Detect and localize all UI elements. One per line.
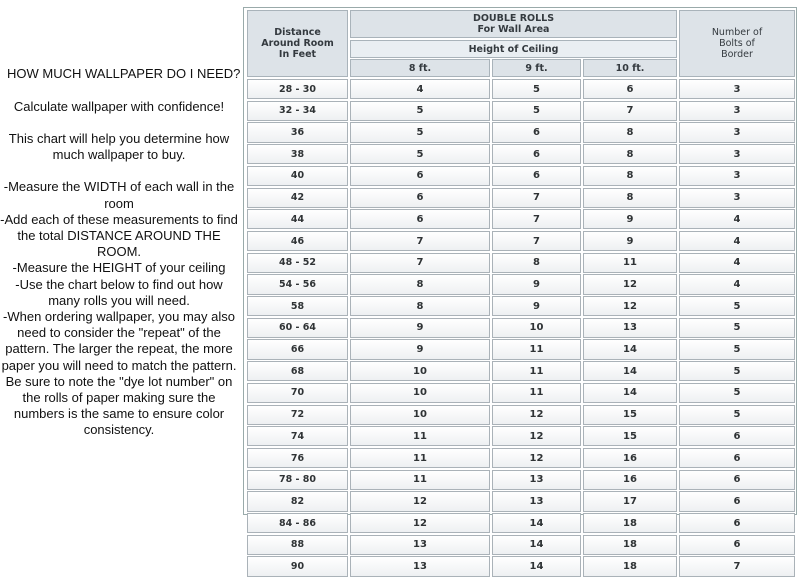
step-4: -Use the chart below to find out how many rolls you will need. [15, 276, 223, 308]
rolls-9ft-cell: 13 [492, 491, 581, 511]
subtitle: Calculate wallpaper with confidence! [13, 99, 225, 114]
rolls-9ft-cell: 11 [492, 339, 581, 359]
rolls-8ft-cell: 13 [350, 556, 490, 576]
rolls-8ft-cell: 12 [350, 491, 490, 511]
distance-cell: 54 - 56 [247, 274, 348, 294]
rolls-8ft-cell: 5 [350, 144, 490, 164]
rolls-8ft-cell: 10 [350, 361, 490, 381]
distance-cell: 32 - 34 [247, 101, 348, 121]
rolls-9ft-cell: 11 [492, 383, 581, 403]
border-bolts-cell: 3 [679, 188, 795, 208]
border-bolts-cell: 3 [679, 166, 795, 186]
rolls-10ft-cell: 9 [583, 209, 677, 229]
instructions-panel [0, 0, 243, 522]
border-bolts-cell: 4 [679, 253, 795, 273]
rolls-9ft-cell: 10 [492, 318, 581, 338]
border-bolts-cell: 5 [679, 361, 795, 381]
distance-cell: 84 - 86 [247, 513, 348, 533]
distance-cell: 44 [247, 209, 348, 229]
rolls-9ft-cell: 7 [492, 209, 581, 229]
header-height-10ft: 10 ft. [583, 59, 677, 77]
border-bolts-cell: 6 [679, 470, 795, 490]
header-distance: Distance Around Room In Feet [247, 10, 348, 77]
rolls-9ft-cell: 8 [492, 253, 581, 273]
rolls-8ft-cell: 9 [350, 339, 490, 359]
rolls-10ft-cell: 11 [583, 253, 677, 273]
border-bolts-cell: 6 [679, 448, 795, 468]
rolls-10ft-cell: 14 [583, 361, 677, 381]
rolls-10ft-cell: 8 [583, 188, 677, 208]
border-bolts-cell: 5 [679, 296, 795, 316]
page-title: HOW MUCH WALLPAPER DO I NEED? [7, 66, 241, 81]
border-bolts-cell: 3 [679, 122, 795, 142]
border-bolts-cell: 5 [679, 318, 795, 338]
rolls-8ft-cell: 6 [350, 209, 490, 229]
rolls-8ft-cell: 10 [350, 383, 490, 403]
rolls-9ft-cell: 6 [492, 122, 581, 142]
header-double-rolls: DOUBLE ROLLS For Wall Area [350, 10, 677, 38]
rolls-8ft-cell: 12 [350, 513, 490, 533]
distance-cell: 78 - 80 [247, 470, 348, 490]
border-bolts-cell: 7 [679, 556, 795, 576]
rolls-9ft-cell: 6 [492, 144, 581, 164]
rolls-9ft-cell: 12 [492, 405, 581, 425]
rolls-9ft-cell: 9 [492, 296, 581, 316]
rolls-10ft-cell: 8 [583, 144, 677, 164]
border-bolts-cell: 3 [679, 144, 795, 164]
rolls-10ft-cell: 16 [583, 448, 677, 468]
border-bolts-cell: 5 [679, 383, 795, 403]
rolls-10ft-cell: 14 [583, 339, 677, 359]
rolls-9ft-cell: 5 [492, 79, 581, 99]
rolls-10ft-cell: 12 [583, 296, 677, 316]
rolls-10ft-cell: 8 [583, 166, 677, 186]
step-3: -Measure the HEIGHT of your ceiling [12, 260, 226, 276]
border-bolts-cell: 6 [679, 535, 795, 555]
rolls-10ft-cell: 14 [583, 383, 677, 403]
rolls-10ft-cell: 18 [583, 513, 677, 533]
distance-cell: 88 [247, 535, 348, 555]
step-2: -Add each of these measurements to find the total DISTANCE AROUND THE ROOM. [0, 211, 238, 260]
header-border-bolts: Number of Bolts of Border [679, 10, 795, 77]
rolls-8ft-cell: 11 [350, 448, 490, 468]
rolls-9ft-cell: 12 [492, 448, 581, 468]
distance-cell: 48 - 52 [247, 253, 348, 273]
border-bolts-cell: 6 [679, 513, 795, 533]
rolls-8ft-cell: 8 [350, 274, 490, 294]
border-bolts-cell: 6 [679, 491, 795, 511]
distance-cell: 60 - 64 [247, 318, 348, 338]
distance-cell: 74 [247, 426, 348, 446]
distance-cell: 28 - 30 [247, 79, 348, 99]
rolls-9ft-cell: 9 [492, 274, 581, 294]
distance-cell: 72 [247, 405, 348, 425]
distance-cell: 90 [247, 556, 348, 576]
rolls-9ft-cell: 14 [492, 535, 581, 555]
rolls-10ft-cell: 9 [583, 231, 677, 251]
distance-cell: 42 [247, 188, 348, 208]
rolls-8ft-cell: 7 [350, 231, 490, 251]
distance-cell: 36 [247, 122, 348, 142]
rolls-9ft-cell: 7 [492, 231, 581, 251]
rolls-10ft-cell: 6 [583, 79, 677, 99]
rolls-8ft-cell: 11 [350, 426, 490, 446]
rolls-10ft-cell: 7 [583, 101, 677, 121]
header-height-8ft: 8 ft. [350, 59, 490, 77]
header-height-of-ceiling: Height of Ceiling [350, 40, 677, 58]
rolls-8ft-cell: 13 [350, 535, 490, 555]
border-bolts-cell: 4 [679, 209, 795, 229]
rolls-9ft-cell: 5 [492, 101, 581, 121]
rolls-10ft-cell: 13 [583, 318, 677, 338]
step-1: -Measure the WIDTH of each wall in the room [3, 179, 235, 211]
rolls-10ft-cell: 15 [583, 426, 677, 446]
distance-cell: 46 [247, 231, 348, 251]
rolls-9ft-cell: 14 [492, 513, 581, 533]
rolls-8ft-cell: 6 [350, 188, 490, 208]
rolls-8ft-cell: 5 [350, 122, 490, 142]
intro-text: This chart will help you determine how much wallpaper to buy. [8, 131, 230, 163]
distance-cell: 38 [247, 144, 348, 164]
distance-cell: 68 [247, 361, 348, 381]
rolls-8ft-cell: 10 [350, 405, 490, 425]
border-bolts-cell: 5 [679, 339, 795, 359]
rolls-10ft-cell: 16 [583, 470, 677, 490]
distance-cell: 58 [247, 296, 348, 316]
instructions-body [0, 131, 238, 439]
rolls-9ft-cell: 14 [492, 556, 581, 576]
border-bolts-cell: 6 [679, 426, 795, 446]
rolls-9ft-cell: 7 [492, 188, 581, 208]
rolls-8ft-cell: 7 [350, 253, 490, 273]
rolls-10ft-cell: 18 [583, 535, 677, 555]
rolls-8ft-cell: 8 [350, 296, 490, 316]
rolls-8ft-cell: 4 [350, 79, 490, 99]
rolls-8ft-cell: 5 [350, 101, 490, 121]
border-bolts-cell: 4 [679, 274, 795, 294]
rolls-10ft-cell: 18 [583, 556, 677, 576]
distance-cell: 82 [247, 491, 348, 511]
rolls-9ft-cell: 12 [492, 426, 581, 446]
border-bolts-cell: 3 [679, 79, 795, 99]
header-height-9ft: 9 ft. [492, 59, 581, 77]
step-5: -When ordering wallpaper, you may also need to consider the "repeat" of the pattern. The larger the repeat, the more paper you will need to match the pattern. Be sure to note the "dye lot number" on the rolls of paper making sure the numbers is the same to ensure color consistency. [1, 309, 237, 438]
distance-cell: 40 [247, 166, 348, 186]
rolls-8ft-cell: 9 [350, 318, 490, 338]
wallpaper-chart [243, 7, 797, 573]
border-bolts-cell: 3 [679, 101, 795, 121]
rolls-10ft-cell: 17 [583, 491, 677, 511]
border-bolts-cell: 4 [679, 231, 795, 251]
distance-cell: 76 [247, 448, 348, 468]
rolls-8ft-cell: 6 [350, 166, 490, 186]
rolls-9ft-cell: 11 [492, 361, 581, 381]
rolls-10ft-cell: 15 [583, 405, 677, 425]
rolls-10ft-cell: 12 [583, 274, 677, 294]
rolls-8ft-cell: 11 [350, 470, 490, 490]
rolls-9ft-cell: 13 [492, 470, 581, 490]
border-bolts-cell: 5 [679, 405, 795, 425]
distance-cell: 70 [247, 383, 348, 403]
rolls-10ft-cell: 8 [583, 122, 677, 142]
rolls-9ft-cell: 6 [492, 166, 581, 186]
distance-cell: 66 [247, 339, 348, 359]
